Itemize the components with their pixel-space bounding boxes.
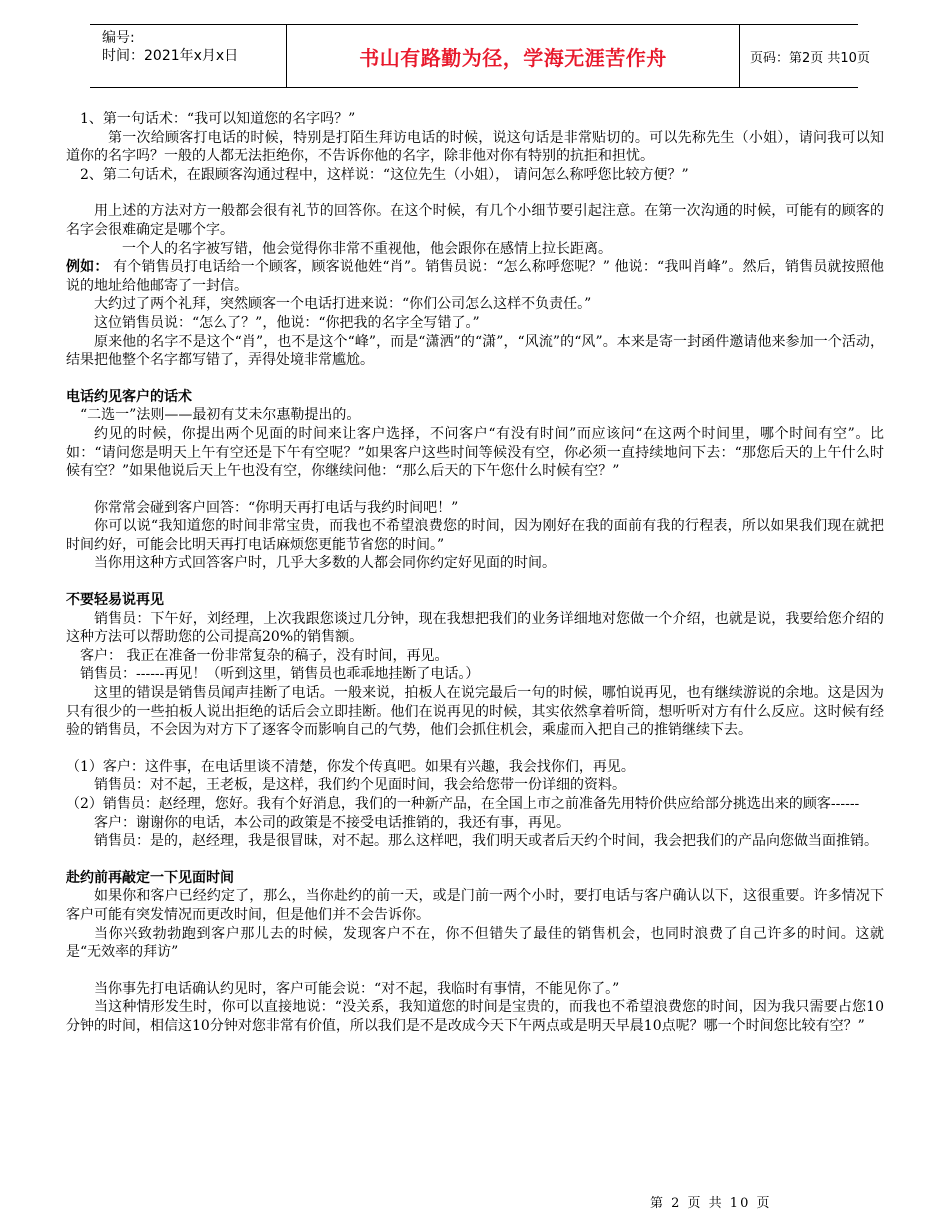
header-motto-cell (286, 25, 740, 87)
header-meta (90, 25, 286, 87)
paragraph: 你常常会碰到客户回答：“你明天再打电话与我约时间吧！” (94, 499, 459, 516)
paragraph: 当你用这种方式回答客户时，几乎大多数的人都会同你约定好见面的时间。 (94, 555, 556, 572)
paragraph: 一个人的名字被写错，他会觉得你非常不重视他，他会跟你在感情上拉长距离。 (122, 240, 612, 257)
page-header (90, 24, 870, 88)
paragraph: 当你兴致勃勃跑到客户那儿去的时候，发现客户不在，你不但错失了最佳的销售机会，也同时浪费了自己许多的时间。这就是“无效率的拜访” (66, 925, 884, 961)
paragraph: 你可以说“我知道您的时间非常宝贵，而我也不希望浪费您的时间，因为刚好在我的面前有我的行程表，所以如果我们现在就把时间约好，可能会比明天再打电话麻烦您更能节省您的时间。” (66, 518, 884, 553)
paragraph: 当你事先打电话确认约见时，客户可能会说：“对不起，我临时有事情，不能见你了。” (94, 980, 620, 997)
paragraph: （2）销售员：赵经理，您好。我有个好消息，我们的一种新产品，在全国上市之前准备先用特价供应给部分挑选出来的顾客------ (66, 796, 860, 812)
paragraph: 约见的时候，你提出两个见面的时间来让客户选择，不问客户“有没有时间”而应该问“在这两个时间里，哪个时间有空”。比如：“请问您是明天上午有空还是下午有空呢？”如果客户这些时间等候没有空，你必须一直持续地问下去：“那您后天的上午什么时候有空？”如果他说后天上午也没有空，你继续问他：“那么后天的下午您什么时候有空？” (66, 425, 884, 480)
paragraph: 客户：谢谢你的电话，本公司的政策是不接受电话推销的，我还有事，再见。 (94, 814, 570, 831)
page-footer-number: 第 2 页 共 10 页 (650, 1196, 772, 1211)
paragraph: 1、第一句话术：“我可以知道您的名字吗？” (80, 111, 356, 127)
paragraph: 大约过了两个礼拜，突然顾客一个电话打进来说：“你们公司怎么这样不负责任。” (94, 296, 592, 313)
paragraph: 这位销售员说：“怎么了？”，他说：“你把我的名字全写错了。” (94, 314, 480, 331)
paragraph: 第一次给顾客打电话的时候，特别是打陌生拜访电话的时候，说这句话是非常贴切的。可以先称先生（小姐），请问我可以知道你的名字吗？一般的人都无法拒绝你，不告诉你他的名字，除非他对你有特别的抗拒和担忧。 (66, 129, 884, 165)
example-paragraph (66, 258, 884, 295)
section-heading: 电话约见客户的话术 (66, 388, 192, 405)
example-label: 例如： (66, 259, 109, 276)
paragraph: 如果你和客户已经约定了，那么，当你赴约的前一天，或是门前一两个小时，要打电话与客户确认以下，这很重要。许多情况下客户可能有突发情况而更改时间，但是他们并不会告诉你。 (66, 888, 884, 923)
paragraph: 当这种情形发生时，你可以直接地说：“没关系，我知道您的时间是宝贵的，而我也不希望浪费您的时间，因为我只需要占您10分钟的时间，相信这10分钟对您非常有价值，所以我们是不是改成今天下午两点或是明天早晨10点呢？哪一个时间您比较有空？” (66, 999, 884, 1034)
paragraph: “二选一”法则——最初有艾未尔惠勒提出的。 (80, 407, 361, 424)
example-text: 有个销售员打电话给一个顾客，顾客说他姓“肖”。销售员说：“怎么称呼您呢？” 他说：“我叫肖峰”。然后，销售员就按照他说的地址给他邮寄了一封信。 (66, 259, 885, 294)
paragraph: （1）客户：这件事，在电话里谈不清楚，你发个传真吧。如果有兴趣，我会找你们，再见。 (66, 758, 635, 775)
paragraph: 这里的错误是销售员闻声挂断了电话。一般来说，拍板人在说完最后一句的时候，哪怕说再见，也有继续游说的余地。这是因为只有很少的一些拍板人说出拒绝的话后会立即挂断。他们在说再见的时候，其实依然拿着听筒，想听听对方有什么反应。这时候有经验的销售员，不会因为对方下了逐客令而影响自己的气势，他们会抓住机会，乘虚而入把自己的推销继续下去。 (66, 685, 884, 739)
paragraph: 销售员：下午好，刘经理，上次我跟您谈过几分钟，现在我想把我们的业务详细地对您做一个介绍，也就是说，我要给您介绍的这种方法可以帮助您的公司提高20%的销售额。 (66, 610, 884, 646)
header-page-number: 页码：第2页 共10页 (750, 50, 870, 66)
paragraph: 客户： 我正在准备一份非常复杂的稿子，没有时间，再见。 (80, 647, 449, 664)
section-heading: 赴约前再敲定一下见面时间 (66, 869, 234, 886)
header-motto: 书山有路勤为径，学海无涯苦作舟 (359, 45, 667, 70)
doc-time-label: 时间：2021年x月x日 (102, 48, 239, 64)
paragraph: 销售员：对不起，王老板，是这样，我们约个见面时间，我会给您带一份详细的资料。 (94, 777, 626, 794)
paragraph: 2、第二句话术，在跟顾客沟通过程中，这样说：“这位先生（小姐）， 请问怎么称呼您比较方便？” (80, 166, 689, 183)
section-heading: 不要轻易说再见 (66, 592, 164, 609)
doc-code-label: 编号: (102, 30, 135, 46)
paragraph: 用上述的方法对方一般都会很有礼节的回答你。在这个时候，有几个小细节要引起注意。在第一次沟通的时候，可能有的顾客的名字会很难确定是哪个字。 (66, 203, 884, 238)
paragraph: 原来他的名字不是这个“肖”，也不是这个“峰”，而是“潇洒”的“潇”，“风流”的“风”。本来是寄一封函件邀请他来参加一个活动，结果把他整个名字都写错了，弄得处境非常尴尬。 (66, 333, 884, 369)
paragraph: 销售员：------再见！（听到这里，销售员也乖乖地挂断了电话。） (80, 666, 480, 683)
paragraph: 销售员：是的，赵经理，我是很冒昧，对不起。那么这样吧，我们明天或者后天约个时间，我会把我们的产品向您做当面推销。 (94, 833, 878, 850)
document-body (66, 110, 884, 1036)
